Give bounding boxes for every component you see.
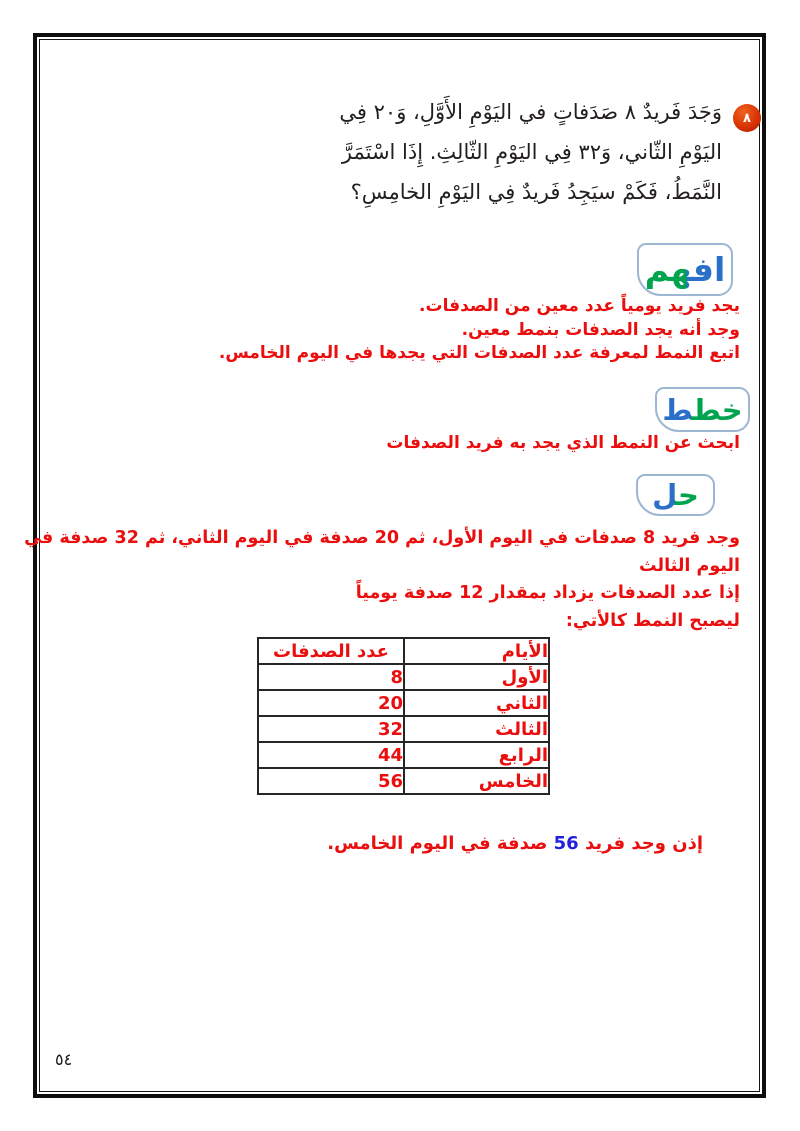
table-row (258, 690, 549, 716)
plan-line: ابحث عن النمط الذي يجد به فريد الصدفات (386, 433, 740, 453)
count-cell: 44 (258, 742, 404, 768)
problem-number: ٨ (743, 110, 751, 126)
understand-label: افهم (644, 250, 726, 289)
problem-line: وَجَدَ فَريدٌ ٨ صَدَفاتٍ في اليَوْمِ الأَوَّلِ، وَ٢٠ فِي (339, 100, 722, 124)
plan-label: خطط (662, 392, 743, 427)
solve-line: إذا عدد الصدفات يزداد بمقدار 12 صدفة يومياً (355, 583, 740, 603)
understand-line: يجد فريد يومياً عدد معين من الصدفات. (419, 296, 740, 316)
solve-text (24, 525, 740, 635)
count-cell: 56 (258, 768, 404, 794)
table-header-row (258, 638, 549, 664)
plan-text (386, 432, 740, 455)
table-row (258, 768, 549, 794)
problem-line: النَّمَطُ، فَكَمْ سيَجِدُ فَريدٌ فِي اليَوْمِ الخامِسِ؟ (350, 180, 722, 204)
plan-section-box (655, 387, 750, 432)
conclusion-suffix: صدفة في اليوم الخامس. (327, 833, 554, 854)
problem-statement (339, 92, 722, 212)
problem-number-badge (733, 104, 761, 132)
conclusion-prefix: إذن وجد فريد (578, 833, 703, 854)
solve-label: حل (652, 478, 699, 512)
pattern-table (257, 637, 550, 795)
understand-section-box (637, 243, 733, 296)
days-column-header: الأيام (404, 638, 549, 664)
table-row (258, 664, 549, 690)
solve-section-box (636, 474, 715, 516)
solve-line: اليوم الثالث (639, 555, 740, 576)
solve-line: ليصبح النمط كالأتي: (565, 610, 740, 631)
count-cell: 8 (258, 664, 404, 690)
count-cell: 32 (258, 716, 404, 742)
page-number: ٥٤ (55, 1050, 73, 1069)
count-column-header: عدد الصدفات (258, 638, 404, 664)
table-row (258, 716, 549, 742)
day-cell: الأول (404, 664, 549, 690)
count-cell: 20 (258, 690, 404, 716)
day-cell: الثاني (404, 690, 549, 716)
solve-line: وجد فريد 8 صدفات في اليوم الأول، ثم 20 صدفة في اليوم الثاني، ثم 32 صدفة في (24, 528, 740, 548)
day-cell: الثالث (404, 716, 549, 742)
understand-line: اتبع النمط لمعرفة عدد الصدفات التي يجدها في اليوم الخامس. (218, 343, 740, 363)
understand-line: وجد أنه يجد الصدفات بنمط معين. (461, 319, 740, 340)
table-row (258, 742, 549, 768)
understand-text (219, 295, 740, 366)
conclusion-text (327, 833, 703, 854)
day-cell: الرابع (404, 742, 549, 768)
day-cell: الخامس (404, 768, 549, 794)
conclusion-answer: 56 (553, 833, 579, 854)
problem-line: اليَوْمِ الثّاني، وَ٣٢ فِي اليَوْمِ الثّالِثِ. إِذَا اسْتَمَرَّ (341, 140, 722, 164)
